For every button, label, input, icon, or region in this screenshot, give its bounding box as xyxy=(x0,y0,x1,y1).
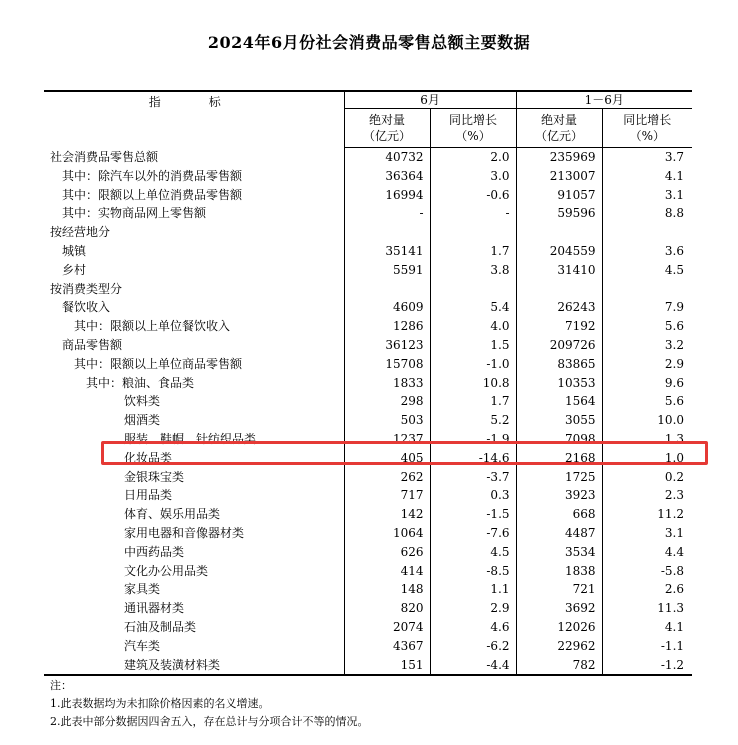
cell-value: 16994 xyxy=(344,186,430,205)
row-label: 其中：限额以上单位餐饮收入 xyxy=(44,317,344,336)
cell-value: 1.5 xyxy=(430,336,516,355)
cell-value: - xyxy=(344,204,430,223)
column-header xyxy=(516,109,602,148)
row-label: 日用品类 xyxy=(44,486,344,505)
table-row xyxy=(44,167,692,186)
cell-value: 204559 xyxy=(516,242,602,261)
column-header xyxy=(602,109,692,148)
cell-value: 4367 xyxy=(344,637,430,656)
cell-value: 1.7 xyxy=(430,242,516,261)
row-label: 通讯器材类 xyxy=(44,599,344,618)
cell-value: 1.1 xyxy=(430,580,516,599)
table-row xyxy=(44,392,692,411)
column-header-unit: （亿元） xyxy=(535,129,584,143)
table-row xyxy=(44,599,692,618)
cell-value: 35141 xyxy=(344,242,430,261)
cell-value: 1237 xyxy=(344,430,430,449)
cell-value: 10353 xyxy=(516,374,602,393)
table-row xyxy=(44,580,692,599)
row-label: 其中：实物商品网上零售额 xyxy=(44,204,344,223)
cell-value: 91057 xyxy=(516,186,602,205)
table-row xyxy=(44,355,692,374)
table-row xyxy=(44,430,692,449)
table-row xyxy=(44,261,692,280)
column-header-label: 绝对量 xyxy=(541,113,578,127)
cell-value: 4.6 xyxy=(430,618,516,637)
cell-value: 820 xyxy=(344,599,430,618)
table-row xyxy=(44,298,692,317)
table-row xyxy=(44,186,692,205)
cell-value xyxy=(516,280,602,299)
cell-value: -5.8 xyxy=(660,563,685,578)
table-row xyxy=(44,543,692,562)
column-header-unit: （%） xyxy=(629,129,665,143)
cell-value: -1.1 xyxy=(660,638,685,653)
row-label: 按消费类型分 xyxy=(44,280,344,299)
cell-value: 5.2 xyxy=(430,411,516,430)
cell-value: 31410 xyxy=(516,261,602,280)
row-label: 乡村 xyxy=(44,261,344,280)
table-row xyxy=(44,505,692,524)
table-row xyxy=(44,618,692,637)
cell-value: 22962 xyxy=(516,637,602,656)
table-row xyxy=(44,637,692,656)
note-1: 1.此表数据均为未扣除价格因素的名义增速。 xyxy=(50,697,270,710)
cell-value: 36364 xyxy=(344,167,430,186)
row-label: 服装、鞋帽、针纺织品类 xyxy=(44,430,344,449)
cell-value: -7.6 xyxy=(430,524,516,543)
cell-value: 15708 xyxy=(344,355,430,374)
cell-value: 11.3 xyxy=(657,601,685,616)
row-label: 其中：粮油、食品类 xyxy=(44,374,344,393)
row-label: 汽车类 xyxy=(44,637,344,656)
cell-value: 3055 xyxy=(516,411,602,430)
cell-value: -14.6 xyxy=(430,449,516,468)
table-row xyxy=(44,204,692,223)
table-row xyxy=(44,468,692,487)
row-label: 城镇 xyxy=(44,242,344,261)
column-header xyxy=(344,109,430,148)
cell-value: 4.0 xyxy=(430,317,516,336)
table-row xyxy=(44,656,692,676)
cell-value: 721 xyxy=(516,580,602,599)
row-label: 其中：限额以上单位消费品零售额 xyxy=(44,186,344,205)
row-label: 社会消费品零售总额 xyxy=(44,148,344,167)
cell-value: 2.9 xyxy=(664,356,685,371)
table-row xyxy=(44,562,692,581)
group-header-june: 6月 xyxy=(344,91,516,109)
cell-value: 142 xyxy=(344,505,430,524)
cell-value: 3.7 xyxy=(664,150,685,164)
table-row xyxy=(44,411,692,430)
cell-value xyxy=(344,223,430,242)
row-label: 烟酒类 xyxy=(44,411,344,430)
table-row xyxy=(44,317,692,336)
cell-value: 209726 xyxy=(516,336,602,355)
table-row xyxy=(44,148,692,167)
cell-value: 4.1 xyxy=(664,168,685,183)
cell-value: 503 xyxy=(344,411,430,430)
cell-value: 3.2 xyxy=(664,337,685,352)
cell-value: 10.0 xyxy=(657,413,685,428)
row-label: 金银珠宝类 xyxy=(44,468,344,487)
cell-value xyxy=(430,280,516,299)
column-header-label: 同比增长 xyxy=(449,113,498,127)
table-row xyxy=(44,374,692,393)
cell-value: 36123 xyxy=(344,336,430,355)
cell-value: 4.1 xyxy=(664,619,685,634)
cell-value: 262 xyxy=(344,468,430,487)
table-row xyxy=(44,223,692,242)
row-label: 其中：除汽车以外的消费品零售额 xyxy=(44,167,344,186)
cell-value: 405 xyxy=(344,449,430,468)
cell-value: 1838 xyxy=(516,562,602,581)
row-label: 饮料类 xyxy=(44,392,344,411)
row-label: 家用电器和音像器材类 xyxy=(44,524,344,543)
cell-value: 298 xyxy=(344,392,430,411)
cell-value: 626 xyxy=(344,543,430,562)
cell-value: 26243 xyxy=(516,298,602,317)
row-label: 家具类 xyxy=(44,580,344,599)
table-row xyxy=(44,486,692,505)
cell-value: 5.6 xyxy=(664,319,685,334)
notes-title: 注： xyxy=(50,679,72,692)
cell-value: 8.8 xyxy=(664,206,685,221)
cell-value: 40732 xyxy=(344,148,430,167)
cell-value: 2.6 xyxy=(664,582,685,597)
cell-value: 213007 xyxy=(516,167,602,186)
column-header-label: 同比增长 xyxy=(623,113,672,127)
cell-value: 59596 xyxy=(516,204,602,223)
cell-value: - xyxy=(430,204,516,223)
cell-value: 12026 xyxy=(516,618,602,637)
cell-value: 10.8 xyxy=(430,374,516,393)
cell-value xyxy=(344,280,430,299)
row-label: 化妆品类 xyxy=(44,449,344,468)
cell-value: 2.3 xyxy=(664,488,685,503)
cell-value: 1833 xyxy=(344,374,430,393)
row-label: 按经营地分 xyxy=(44,223,344,242)
cell-value: 11.2 xyxy=(657,507,685,522)
cell-value: 1286 xyxy=(344,317,430,336)
column-header xyxy=(430,109,516,148)
cell-value: -1.5 xyxy=(430,505,516,524)
cell-value: 1.7 xyxy=(430,392,516,411)
cell-value xyxy=(602,223,692,242)
cell-value: -0.6 xyxy=(430,186,516,205)
row-label: 中西药品类 xyxy=(44,543,344,562)
row-label: 石油及制品类 xyxy=(44,618,344,637)
row-label: 文化办公用品类 xyxy=(44,562,344,581)
indicator-header: 指 标 xyxy=(44,91,344,148)
cell-value: 7098 xyxy=(516,430,602,449)
cell-value: 782 xyxy=(516,656,602,676)
cell-value: -4.4 xyxy=(430,656,516,676)
cell-value: 5591 xyxy=(344,261,430,280)
cell-value: 3534 xyxy=(516,543,602,562)
page-title: 2024年6月份社会消费品零售总额主要数据 xyxy=(207,33,531,52)
column-header-label: 绝对量 xyxy=(368,113,405,127)
cell-value: 3692 xyxy=(516,599,602,618)
cell-value: 668 xyxy=(516,505,602,524)
row-label: 其中：限额以上单位商品零售额 xyxy=(44,355,344,374)
cell-value: 3.1 xyxy=(664,525,685,540)
cell-value: 2168 xyxy=(516,449,602,468)
cell-value: 2.0 xyxy=(430,148,516,167)
cell-value: -1.9 xyxy=(430,430,516,449)
cell-value: 4.5 xyxy=(430,543,516,562)
cell-value: 414 xyxy=(344,562,430,581)
cell-value: 2.9 xyxy=(430,599,516,618)
cell-value: -1.0 xyxy=(430,355,516,374)
group-header-jan-jun: 1－6月 xyxy=(516,91,692,109)
cell-value xyxy=(602,280,692,299)
cell-value: 2074 xyxy=(344,618,430,637)
cell-value: 83865 xyxy=(516,355,602,374)
table-row xyxy=(44,449,692,468)
cell-value: 148 xyxy=(344,580,430,599)
cell-value: 0.3 xyxy=(430,486,516,505)
cell-value: -3.7 xyxy=(430,468,516,487)
cell-value: 3.6 xyxy=(664,243,685,258)
cell-value: 7192 xyxy=(516,317,602,336)
cell-value: 4.5 xyxy=(664,262,685,277)
cell-value: 1064 xyxy=(344,524,430,543)
cell-value: 3.8 xyxy=(430,261,516,280)
cell-value: 5.4 xyxy=(430,298,516,317)
row-label: 餐饮收入 xyxy=(44,298,344,317)
cell-value: 4487 xyxy=(516,524,602,543)
cell-value: -8.5 xyxy=(430,562,516,581)
cell-value: 1564 xyxy=(516,392,602,411)
cell-value: 4609 xyxy=(344,298,430,317)
table-row xyxy=(44,280,692,299)
cell-value: 3923 xyxy=(516,486,602,505)
cell-value: 0.2 xyxy=(664,469,685,484)
column-header-unit: （亿元） xyxy=(362,129,411,143)
cell-value: 1.0 xyxy=(664,450,685,465)
table-row xyxy=(44,524,692,543)
table-row xyxy=(44,336,692,355)
cell-value: 9.6 xyxy=(664,375,685,390)
cell-value: 151 xyxy=(344,656,430,676)
cell-value: -6.2 xyxy=(430,637,516,656)
cell-value: 5.6 xyxy=(664,394,685,409)
cell-value: 3.0 xyxy=(430,167,516,186)
column-header-unit: （%） xyxy=(455,129,491,143)
table-row xyxy=(44,242,692,261)
cell-value: 4.4 xyxy=(664,544,685,559)
row-label: 建筑及装潢材料类 xyxy=(44,656,344,676)
retail-sales-table xyxy=(44,90,692,676)
cell-value: 3.1 xyxy=(664,187,685,202)
cell-value xyxy=(516,223,602,242)
row-label: 体育、娱乐用品类 xyxy=(44,505,344,524)
notes xyxy=(50,677,369,731)
note-2: 2.此表中部分数据因四舍五入，存在总计与分项合计不等的情况。 xyxy=(50,715,369,728)
cell-value: 7.9 xyxy=(664,300,685,315)
cell-value: -1.2 xyxy=(602,656,692,676)
cell-value xyxy=(430,223,516,242)
cell-value: 717 xyxy=(344,486,430,505)
cell-value: 1725 xyxy=(516,468,602,487)
cell-value: 235969 xyxy=(516,148,602,167)
cell-value: 1.3 xyxy=(664,431,685,446)
row-label: 商品零售额 xyxy=(44,336,344,355)
